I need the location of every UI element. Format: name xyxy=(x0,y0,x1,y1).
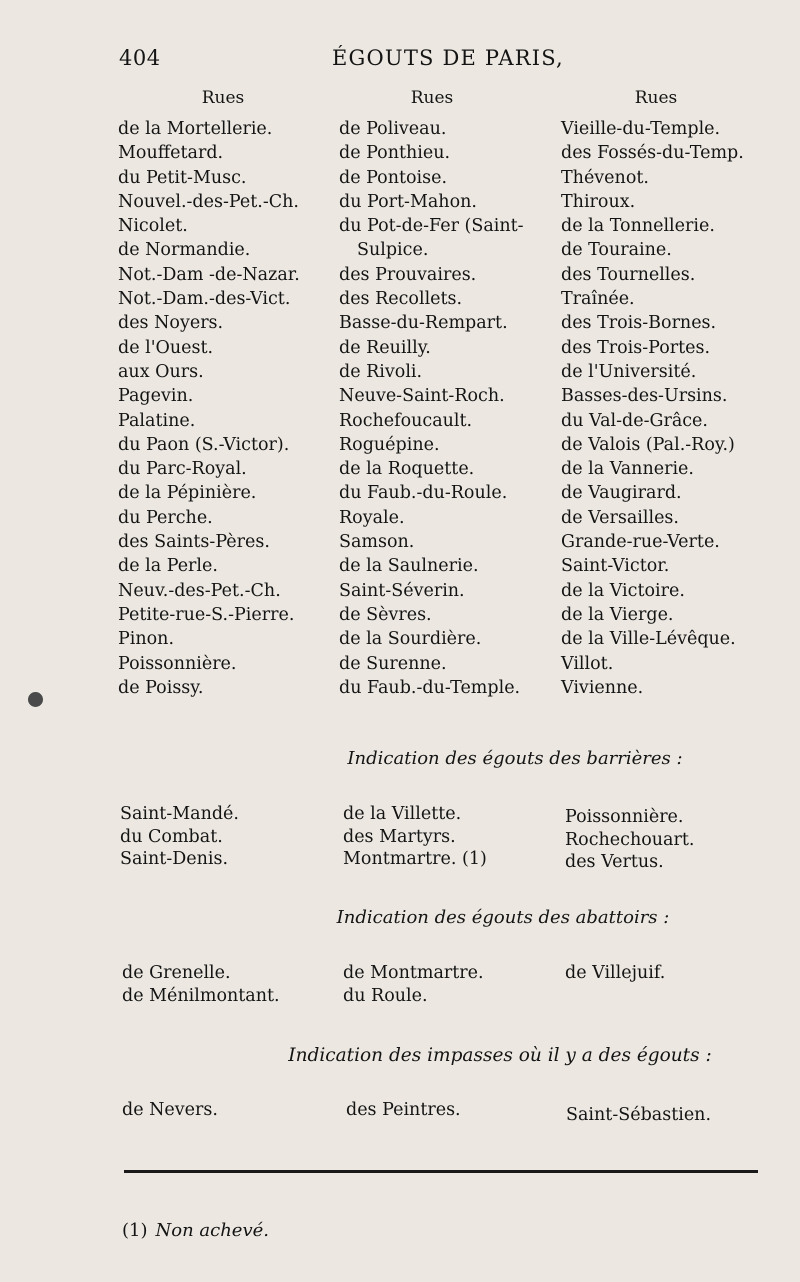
footnote-text: Non achevé. xyxy=(155,1220,270,1241)
abattoir-item: de Ménilmontant. xyxy=(122,985,280,1006)
street-item: Saint-Séverin. xyxy=(339,580,465,601)
street-item: des Noyers. xyxy=(118,313,224,334)
street-item: Basses-des-Ursins. xyxy=(561,386,728,407)
street-item: de la Tonnellerie. xyxy=(561,216,715,237)
street-item: des Fossés-du-Temp. xyxy=(561,143,744,164)
street-item: Mouffetard. xyxy=(118,143,224,164)
street-item: des Trois-Bornes. xyxy=(561,313,717,334)
street-item: Pagevin. xyxy=(118,386,194,407)
street-item: Pinon. xyxy=(118,629,175,650)
street-item: du Pot-de-Fer (Saint- xyxy=(339,216,524,237)
street-item: du Faub.-du-Roule. xyxy=(339,483,508,504)
street-item: des Recollets. xyxy=(339,289,463,310)
abattoirs-column-2 xyxy=(343,962,484,1007)
barriere-item: Rochechouart. xyxy=(565,829,695,850)
abattoir-item: de Montmartre. xyxy=(343,963,484,983)
street-item: des Saints-Pères. xyxy=(118,532,270,553)
street-item: de la Ville-Lévêque. xyxy=(561,629,736,650)
street-item: de Poissy. xyxy=(118,677,204,698)
street-item: Neuv.-des-Pet.-Ch. xyxy=(118,580,281,601)
street-item: du Parc-Royal. xyxy=(118,459,247,480)
street-item: aux Ours. xyxy=(118,361,204,382)
street-item: de Rivoli. xyxy=(339,361,423,382)
street-item: de Vaugirard. xyxy=(561,483,682,504)
street-column-2 xyxy=(339,87,554,700)
street-item: de Pontoise. xyxy=(339,167,448,188)
street-item: Samson. xyxy=(339,532,415,553)
street-item: Villot. xyxy=(561,653,614,674)
street-item: Not.-Dam.-des-Vict. xyxy=(118,289,291,310)
street-item: de la Vannerie. xyxy=(561,459,694,480)
impasses-heading xyxy=(0,1045,800,1066)
street-item: des Prouvaires. xyxy=(339,264,477,285)
barriere-item: Saint-Mandé. xyxy=(120,804,239,824)
street-item: de la Pépinière. xyxy=(118,483,257,504)
column-heading: Rues xyxy=(201,88,245,108)
street-item: de la Perle. xyxy=(118,556,218,577)
street-item: Royale. xyxy=(339,507,405,528)
street-column-3 xyxy=(561,87,793,700)
section-heading-text: Indication des égouts des barrières : xyxy=(347,748,683,769)
street-item: du Port-Mahon. xyxy=(339,191,477,212)
street-item: Nicolet. xyxy=(118,216,188,237)
street-item: Roguépine. xyxy=(339,434,440,455)
abattoir-item: de Grenelle. xyxy=(122,963,231,983)
street-item: Poissonnière. xyxy=(118,653,237,674)
barriere-item: du Combat. xyxy=(120,826,223,847)
abattoirs-column-3 xyxy=(565,962,665,985)
column-heading: Rues xyxy=(410,88,454,108)
street-item: Vieille-du-Temple. xyxy=(561,119,721,139)
street-item: des Tournelles. xyxy=(561,264,696,285)
street-item: de Versailles. xyxy=(561,507,679,528)
abattoir-item: de Villejuif. xyxy=(565,963,666,983)
barriere-item: Montmartre. (1) xyxy=(343,849,487,869)
barrieres-column-3 xyxy=(565,806,694,874)
street-item: Not.-Dam -de-Nazar. xyxy=(118,264,300,285)
impasse-item: des Peintres. xyxy=(346,1100,461,1120)
street-item: de la Saulnerie. xyxy=(339,556,479,577)
street-item: Rochefoucault. xyxy=(339,410,473,431)
street-item: du Perche. xyxy=(118,507,213,528)
street-item: Nouvel.-des-Pet.-Ch. xyxy=(118,191,299,212)
street-item: de la Mortellerie. xyxy=(118,119,273,139)
page-number: 404 xyxy=(119,46,161,70)
street-item: Traînée. xyxy=(561,289,635,310)
street-item: de Ponthieu. xyxy=(339,143,451,164)
street-item: de l'Ouest. xyxy=(118,337,214,358)
street-item-continued: Sulpice. xyxy=(357,240,429,261)
street-item: Grande-rue-Verte. xyxy=(561,532,720,553)
footnote xyxy=(122,1220,269,1241)
street-item: de la Sourdière. xyxy=(339,629,482,650)
street-item: Neuve-Saint-Roch. xyxy=(339,386,505,407)
street-item: de Poliveau. xyxy=(339,119,447,139)
street-item: du Val-de-Grâce. xyxy=(561,410,708,431)
street-item: de Touraine. xyxy=(561,240,672,261)
section-heading-text: Indication des impasses où il y a des égouts : xyxy=(288,1045,712,1066)
abattoirs-heading xyxy=(0,907,800,928)
column-heading: Rues xyxy=(634,88,678,108)
street-item: du Faub.-du-Temple. xyxy=(339,677,521,698)
street-item: Basse-du-Rempart. xyxy=(339,313,508,334)
street-item: du Paon (S.-Victor). xyxy=(118,434,290,455)
street-item: de Reuilly. xyxy=(339,337,431,358)
street-item: Palatine. xyxy=(118,410,196,431)
street-item: de Valois (Pal.-Roy.) xyxy=(561,434,735,455)
street-item: Saint-Victor. xyxy=(561,556,670,577)
street-item: de la Vierge. xyxy=(561,604,674,625)
street-item: Thévenot. xyxy=(561,167,649,188)
barrieres-heading xyxy=(0,748,800,769)
impasse-item: Saint-Sébastien. xyxy=(566,1105,712,1125)
running-head: ÉGOUTS DE PARIS, xyxy=(332,46,564,70)
footnote-rule xyxy=(124,1170,758,1173)
abattoirs-column-1 xyxy=(122,962,280,1007)
section-heading-text: Indication des égouts des abattoirs : xyxy=(336,907,670,928)
street-column-1 xyxy=(118,87,333,700)
street-item: de Normandie. xyxy=(118,240,251,261)
street-item: de l'Université. xyxy=(561,361,697,382)
street-item: du Petit-Musc. xyxy=(118,167,247,188)
abattoir-item: du Roule. xyxy=(343,985,428,1006)
street-item: des Trois-Portes. xyxy=(561,337,711,358)
barriere-item: des Martyrs. xyxy=(343,826,456,847)
street-item: Vivienne. xyxy=(561,677,644,698)
street-item: de Sèvres. xyxy=(339,604,432,625)
street-item: de la Victoire. xyxy=(561,580,685,601)
street-item: Thiroux. xyxy=(561,191,636,212)
impasse-item: de Nevers. xyxy=(122,1100,218,1120)
barriere-item: Saint-Denis. xyxy=(120,849,229,869)
barrieres-column-2 xyxy=(343,803,487,871)
barrieres-column-1 xyxy=(120,803,239,871)
street-item: de Surenne. xyxy=(339,653,447,674)
barriere-item: de la Villette. xyxy=(343,804,462,824)
street-item: Petite-rue-S.-Pierre. xyxy=(118,604,295,625)
barriere-item: Poissonnière. xyxy=(565,807,684,827)
barriere-item: des Vertus. xyxy=(565,852,664,872)
street-item: de la Roquette. xyxy=(339,459,475,480)
binding-hole xyxy=(28,692,43,707)
footnote-marker: (1) xyxy=(122,1220,148,1241)
